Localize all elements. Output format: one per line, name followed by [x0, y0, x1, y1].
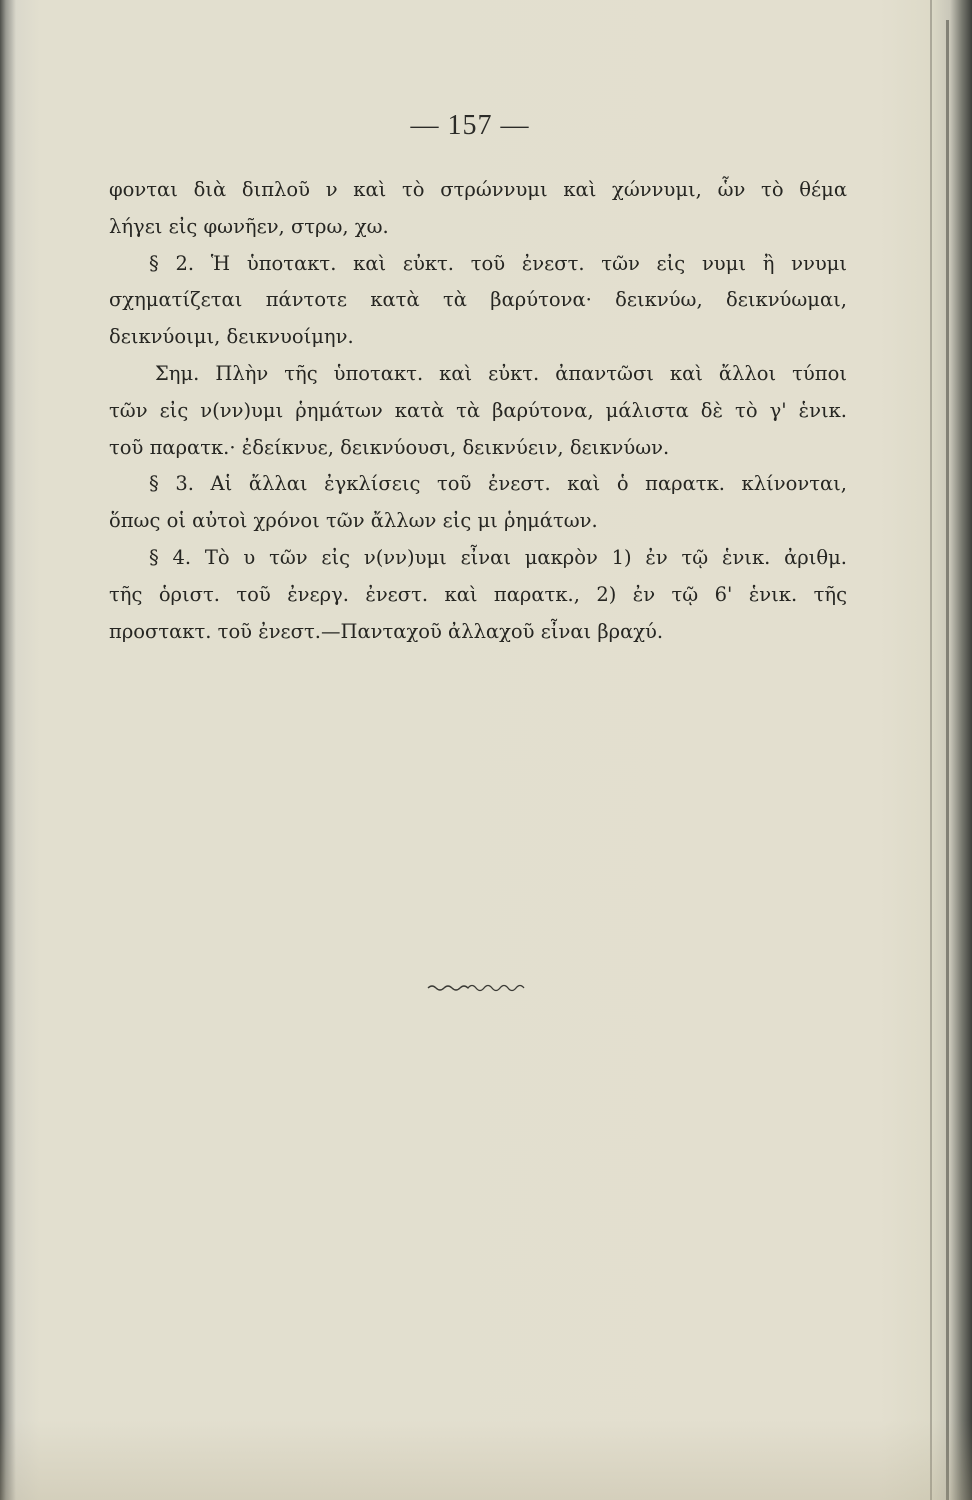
- text-line: σχηματίζεται πάντοτε κατὰ τὰ βαρύτονα· δεικνύω, δεικνύωμαι,: [109, 288, 847, 312]
- text-line: τοῦ παρατκ.· ἐδείκνυε, δεικνύουσι, δεικνύειν, δεικνύων.: [109, 435, 670, 459]
- section-heading-line: § 4. Τὸ υ τῶν εἰς ν(νν)υμι εἶναι μακρὸν 1) ἐν τῷ ἑνικ. ἀριθμ.: [149, 545, 847, 569]
- note-line: Σημ. Πλὴν τῆς ὑποτακτ. καὶ εὐκτ. ἀπαντῶσι καὶ ἄλλοι τύποι: [155, 361, 847, 385]
- page-edge: [930, 0, 932, 1500]
- binding-shadow: [0, 0, 16, 1500]
- text-line: προστακτ. τοῦ ἐνεστ.—Πανταχοῦ ἀλλαχοῦ εἶναι βραχύ.: [109, 619, 664, 643]
- text-line: φονται διὰ διπλοῦ ν καὶ τὸ στρώννυμι καὶ χώννυμι, ὧν τὸ θέμα: [109, 178, 847, 201]
- section-heading-line: § 2. Ἡ ὑποτακτ. καὶ εὐκτ. τοῦ ἐνεστ. τῶν εἰς νυμι ἢ ννυμι: [149, 251, 847, 275]
- body-text: [109, 172, 847, 650]
- end-ornament: [426, 980, 526, 996]
- text-line: ὅπως οἱ αὐτοὶ χρόνοι τῶν ἄλλων εἰς μι ῥημάτων.: [109, 509, 598, 533]
- section-heading-line: § 3. Αἱ ἄλλαι ἐγκλίσεις τοῦ ἐνεστ. καὶ ὁ παρατκ. κλίνονται,: [149, 472, 847, 496]
- paper-stain: [0, 1420, 972, 1500]
- text-line: λήγει εἰς φωνῆεν, στρω, χω.: [109, 214, 389, 238]
- text-line: τῶν εἰς ν(νν)υμι ῥημάτων κατὰ τὰ βαρύτονα, μάλιστα δὲ τὸ γ' ἑνικ.: [109, 398, 847, 422]
- page-edge-outer: [946, 20, 949, 1500]
- page-number: — 157 —: [410, 110, 530, 141]
- text-line: τῆς ὁριστ. τοῦ ἐνεργ. ἐνεστ. καὶ παρατκ., 2) ἐν τῷ 6' ἑνικ. τῆς: [109, 582, 847, 606]
- text-line: δεικνύοιμι, δεικνυοίμην.: [109, 325, 354, 349]
